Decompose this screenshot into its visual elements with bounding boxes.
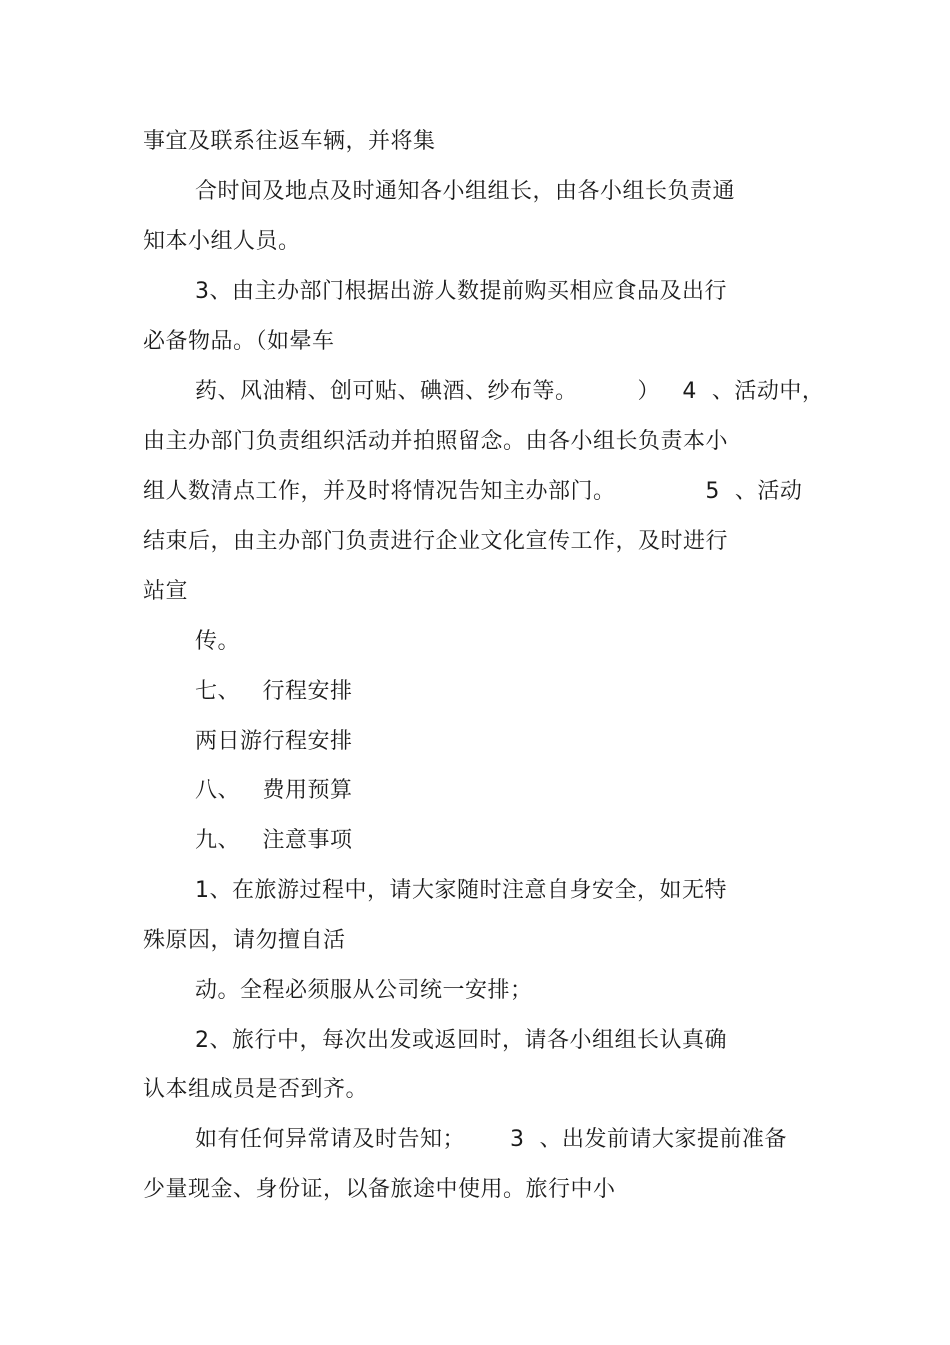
section-heading-9: 九、 注意事项 <box>195 828 353 853</box>
text-line-5: 必备物品。（如晕车 <box>143 329 335 354</box>
text-line-17: 殊原因，请勿擅自活 <box>143 928 346 953</box>
text-line-13: 两日游行程安排 <box>195 729 353 754</box>
text-line-10: 站宣 <box>143 579 189 604</box>
text-line-1: 事宜及联系往返车辆，并将集 <box>143 129 436 154</box>
text-line-16: 1、在旅游过程中，请大家随时注意自身安全，如无特 <box>195 878 727 903</box>
text-line-9: 结束后，由主办部门负责进行企业文化宣传工作，及时进行 <box>143 529 729 554</box>
text-line-11: 传。 <box>195 629 241 654</box>
text-line-6: 药、风油精、创可贴、碘酒、纱布等。 ） 4 、活动中， <box>195 379 825 404</box>
text-line-3: 知本小组人员。 <box>143 229 301 254</box>
text-line-2: 合时间及地点及时通知各小组组长，由各小组长负责通 <box>195 179 736 204</box>
section-heading-7: 七、 行程安排 <box>195 679 353 704</box>
text-line-21: 如有任何异常请及时告知； 3 、出发前请大家提前准备 <box>195 1127 787 1152</box>
text-line-4: 3、由主办部门根据出游人数提前购买相应食品及出行 <box>195 279 727 304</box>
text-line-18: 动。全程必须服从公司统一安排； <box>195 978 533 1003</box>
text-line-7: 由主办部门负责组织活动并拍照留念。由各小组长负责本小 <box>143 429 729 454</box>
text-line-8: 组人数清点工作，并及时将情况告知主办部门。 5 、活动 <box>143 479 803 504</box>
text-line-19: 2、旅行中，每次出发或返回时，请各小组组长认真确 <box>195 1028 727 1053</box>
text-line-20: 认本组成员是否到齐。 <box>143 1077 369 1102</box>
text-line-22: 少量现金、身份证，以备旅途中使用。旅行中小 <box>143 1177 616 1202</box>
section-heading-8: 八、 费用预算 <box>195 778 353 803</box>
